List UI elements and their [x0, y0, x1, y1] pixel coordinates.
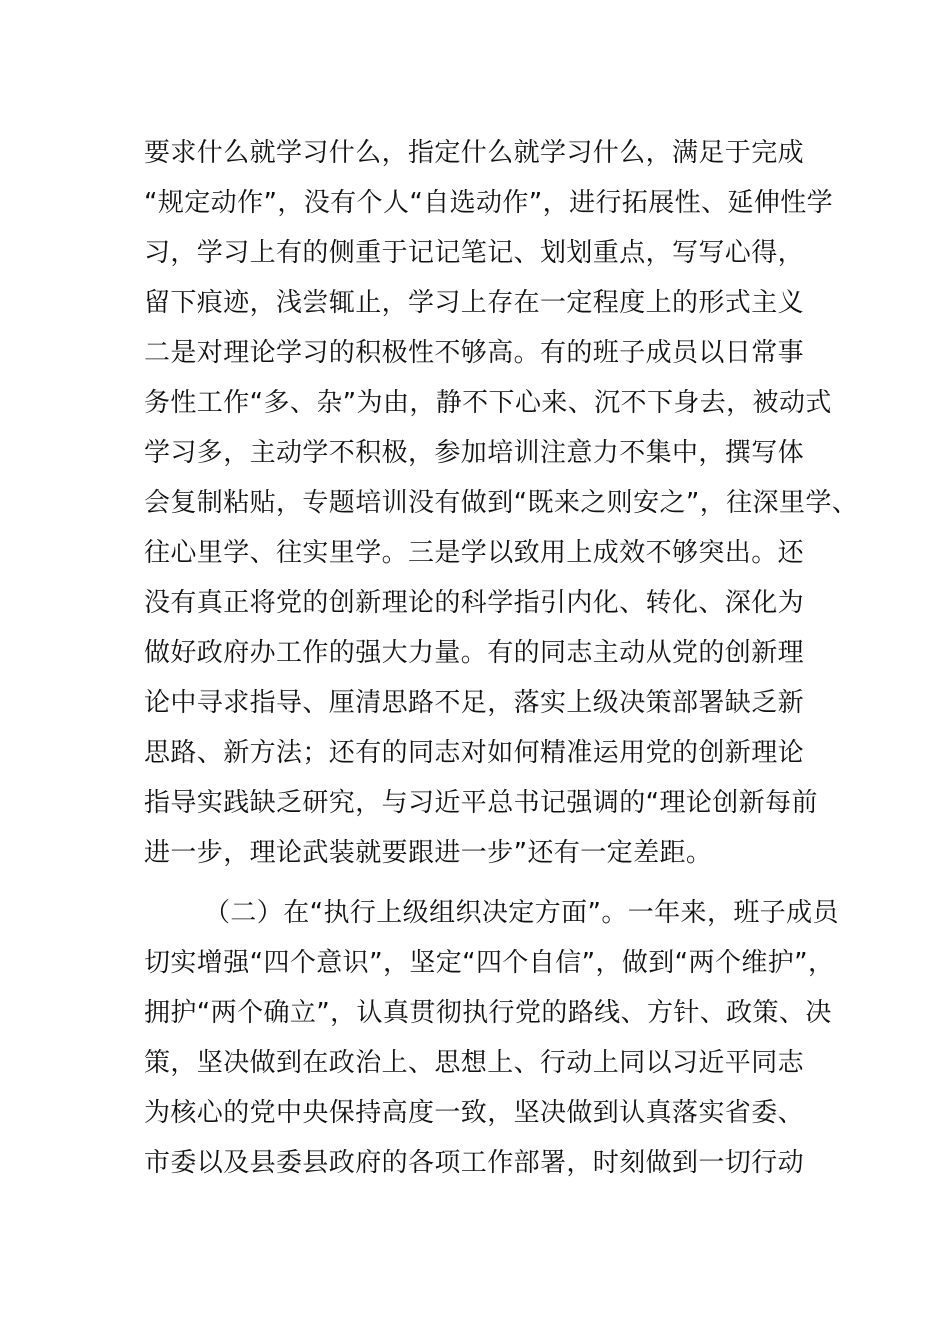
text-line: 策，坚决做到在政治上、思想上、行动上同以习近平同志: [144, 1048, 805, 1078]
text-line: 拥护“两个确立”，认真贯彻执行党的路线、方针、政策、决: [144, 998, 832, 1028]
text-line: 没有真正将党的创新理论的科学指引内化、转化、深化为: [144, 588, 805, 618]
document-body: [144, 128, 859, 1188]
text-line: 论中寻求指导、厘清思路不足，落实上级决策部署缺乏新: [144, 688, 805, 718]
text-line: 习，学习上有的侧重于记记笔记、划划重点，写写心得，: [144, 238, 805, 268]
text-line: 会复制粘贴，专题培训没有做到“既来之则安之”，往深里学、: [144, 488, 859, 518]
text-line: 往心里学、往实里学。三是学以致用上成效不够突出。还: [144, 538, 805, 568]
text-line: 指导实践缺乏研究，与习近平总书记强调的“理论创新每前: [144, 788, 818, 818]
text-line: 进一步，理论武装就要跟进一步”还有一定差距。: [144, 838, 713, 868]
text-line: 为核心的党中央保持高度一致，坚决做到认真落实省委、: [144, 1098, 805, 1128]
text-line: 留下痕迹，浅尝辄止，学习上存在一定程度上的形式主义: [144, 288, 805, 318]
text-line: 要求什么就学习什么，指定什么就学习什么，满足于完成: [144, 138, 805, 168]
text-line: 思路、新方法；还有的同志对如何精准运用党的创新理论: [144, 738, 805, 768]
text-line: 学习多，主动学不积极，参加培训注意力不集中，撰写体: [144, 438, 805, 468]
text-line: 二是对理论学习的积极性不够高。有的班子成员以日常事: [144, 338, 805, 368]
text-line: “规定动作”，没有个人“自选动作”，进行拓展性、延伸性学: [144, 188, 834, 218]
text-line: 切实增强“四个意识”，坚定“四个自信”，做到“两个维护”，: [144, 948, 835, 978]
text-line-indented: （二）在“执行上级组织决定方面”。一年来，班子成员: [204, 898, 839, 928]
paragraph-2: [144, 888, 839, 1188]
text-line: 做好政府办工作的强大力量。有的同志主动从党的创新理: [144, 638, 805, 668]
text-line: 市委以及县委县政府的各项工作部署，时刻做到一切行动: [144, 1148, 805, 1178]
paragraph-1: [144, 128, 859, 878]
text-line: 务性工作“多、杂”为由，静不下心来、沉不下身去，被动式: [144, 388, 832, 418]
paragraph-gap: [144, 878, 824, 888]
